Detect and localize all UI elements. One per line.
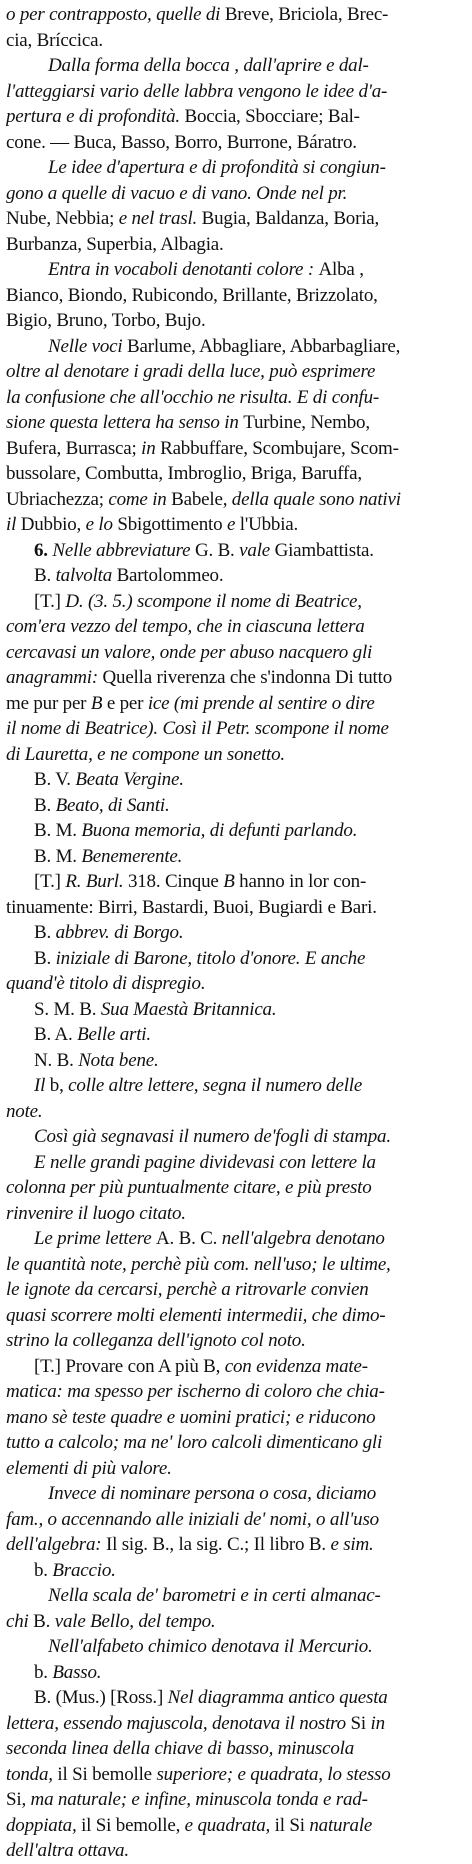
text-segment: seconda linea della chiave di basso, minuscola (6, 1738, 355, 1759)
text-line (6, 461, 462, 487)
text-segment: Benemerente. (81, 845, 183, 867)
text-segment: oltre al denotare i gradi della luce, può esprimere (6, 361, 376, 382)
text-segment: pertura e di profondità. (6, 106, 185, 127)
text-line (6, 385, 462, 411)
text-line (6, 232, 462, 258)
text-line (6, 1456, 462, 1482)
text-segment: B. (Mus.) [Ross.] (34, 1687, 168, 1708)
text-line (6, 1558, 462, 1584)
text-segment: B. (34, 565, 56, 586)
text-line (6, 1813, 462, 1839)
text-line (6, 818, 462, 844)
text-segment: talvolta (55, 565, 117, 586)
text-segment: Bufera, Burrasca; (6, 437, 142, 459)
text-segment: 318. Cinque (127, 871, 224, 892)
text-segment: Dalla forma della bocca , dall'aprire e dal- (48, 55, 369, 76)
text-segment: Entra in vocaboli denotanti colore : (48, 259, 319, 280)
text-segment: rinvenire il luogo citato. (6, 1202, 186, 1224)
text-line (6, 410, 462, 436)
text-segment: B (223, 871, 240, 892)
text-line (6, 206, 462, 232)
text-segment: cercavasi un valore, onde per abuso nacquero gli (6, 641, 373, 663)
text-segment: gono a quelle di vacuo e di vano. Onde nel pr. (6, 182, 348, 204)
text-segment: cia, Bríccica. (6, 29, 103, 51)
text-segment: E nelle grandi pagine dividevasi con lettere la (34, 1151, 376, 1173)
text-segment: ma naturale; e infine, minuscola tonda e rad- (30, 1789, 368, 1810)
text-segment: B. (34, 794, 56, 816)
text-segment: B. (34, 947, 56, 969)
text-segment: N. B. (34, 1049, 79, 1071)
text-segment: il (6, 514, 21, 535)
text-segment: Burbanza, Superbia, Albagia. (6, 233, 224, 255)
text-segment: Beata Vergine. (75, 769, 184, 790)
text-segment: Babele, (171, 488, 232, 510)
text-line (6, 1048, 462, 1074)
text-line (6, 181, 462, 207)
text-segment: Beato, di Santi. (55, 794, 170, 816)
text-line (6, 53, 462, 79)
text-segment: Bugia, Baldanza, Boria, (201, 208, 380, 229)
text-segment: cone. — Buca, Basso, Borro, Burrone, Báratro. (6, 131, 357, 153)
text-line (6, 1634, 462, 1660)
text-line (6, 1354, 462, 1380)
text-segment: sione questa lettera ha senso in (6, 412, 244, 433)
text-segment: Dubbio, (20, 514, 86, 535)
text-line (6, 1379, 462, 1405)
text-line (6, 28, 462, 54)
text-segment: b. (34, 1661, 53, 1683)
text-segment: bussolare, Combutta, Imbroglio, Briga, Baruffa, (6, 463, 362, 484)
text-segment: B. (34, 922, 56, 943)
text-segment: Alba , (318, 259, 364, 280)
text-line (6, 1099, 462, 1125)
text-segment: dell'altra ottava. (6, 1840, 129, 1861)
text-segment: vale Bello, del tempo. (54, 1610, 216, 1632)
text-line (6, 844, 462, 870)
text-line (6, 742, 462, 768)
text-segment: il nome di Beatrice). Così il Petr. scompone il nome (6, 718, 389, 739)
text-segment: Le idee d'apertura e di profondità si congiun- (48, 157, 386, 178)
text-segment: Nel diagramma antico questa (167, 1687, 388, 1708)
text-segment: Le prime lettere (34, 1228, 157, 1249)
text-segment: strino la colleganza dell'ignoto col noto. (6, 1330, 306, 1351)
text-segment: anagrammi: (6, 667, 103, 688)
text-segment: Buona memoria, di defunti parlando. (81, 820, 358, 841)
text-segment: Nelle voci (48, 335, 128, 357)
text-segment: Così già segnavasi il numero de'fogli di stampa. (34, 1126, 391, 1147)
text-line (6, 997, 462, 1023)
text-segment: B (90, 692, 107, 714)
text-line (6, 1150, 462, 1176)
text-line (6, 1838, 462, 1864)
text-segment: Si (350, 1712, 371, 1734)
text-line (6, 1660, 462, 1686)
text-line (6, 640, 462, 666)
text-segment: dell'algebra: (6, 1534, 106, 1555)
text-segment: D. (3. 5.) scompone il nome di Beatrice, (65, 590, 362, 612)
text-line (6, 665, 462, 691)
text-line (6, 589, 462, 615)
text-segment: Il (34, 1075, 50, 1096)
text-segment: com'era vezzo del tempo, che in ciascuna lettera (6, 616, 365, 637)
text-segment: con evidenza mate- (224, 1355, 368, 1377)
text-line (6, 1711, 462, 1737)
text-segment: G. B. (194, 539, 240, 561)
text-segment: e lo (85, 514, 118, 535)
text-line (6, 716, 462, 742)
text-segment: B. (33, 1610, 55, 1632)
text-segment: 6. (34, 539, 53, 561)
text-segment: mano sè teste quadre e uomini pratici; e riducono (6, 1406, 376, 1428)
text-segment: iniziale di Barone, titolo d'onore. E anche (55, 947, 366, 969)
text-segment: l'Ubbia. (239, 514, 299, 535)
text-segment: Quella riverenza che s'indonna Di tutto (102, 667, 392, 688)
text-segment: doppiata, (6, 1814, 82, 1836)
text-segment: Nelle abbreviature (52, 539, 195, 561)
text-segment: chi (6, 1610, 34, 1632)
text-segment: abbrev. di Borgo. (55, 922, 184, 943)
text-line (6, 308, 462, 334)
text-segment: Giambattista. (274, 539, 374, 561)
text-segment: Braccio. (52, 1559, 116, 1581)
text-line (6, 2, 462, 28)
text-line (6, 1430, 462, 1456)
text-line (6, 1303, 462, 1329)
text-line (6, 1685, 462, 1711)
text-line (6, 1583, 462, 1609)
text-line (6, 1762, 462, 1788)
text-segment: Barlume, Abbagliare, Abbarbagliare, (127, 335, 401, 357)
text-line (6, 436, 462, 462)
text-line (6, 79, 462, 105)
text-line (6, 104, 462, 130)
text-line (6, 1277, 462, 1303)
text-segment: Nella scala de' barometri e in certi almanac- (48, 1585, 381, 1606)
text-segment: della quale sono nativi (231, 488, 401, 510)
text-line (6, 1124, 462, 1150)
text-segment: il Si bemolle (57, 1763, 157, 1785)
text-segment: Boccia, Sbocciare; Bal- (184, 106, 360, 127)
text-line (6, 614, 462, 640)
text-line (6, 1787, 462, 1813)
text-segment: e nel trasl. (118, 208, 202, 229)
text-line (6, 691, 462, 717)
text-line (6, 1507, 462, 1533)
text-line (6, 359, 462, 385)
text-segment: [T.] (34, 590, 66, 612)
text-segment: l'atteggiarsi vario delle labbra vengono le idee d'a- (6, 80, 388, 102)
text-segment: Rabbuffare, Scombujare, Scom- (160, 437, 399, 459)
text-segment: in (370, 1712, 385, 1734)
text-segment: B. A. (34, 1024, 78, 1045)
text-segment: superiore; e quadrata, lo stesso (156, 1763, 391, 1785)
text-segment: e per (106, 692, 148, 714)
text-segment: come in (108, 488, 172, 510)
text-segment: e (226, 514, 240, 535)
text-line (6, 1175, 462, 1201)
text-line (6, 971, 462, 997)
text-line (6, 334, 462, 360)
text-segment: tutto a calcolo; ma ne' loro calcoli dimenticano gli (6, 1432, 383, 1453)
text-segment: Sua Maestà Britannica. (100, 998, 277, 1020)
text-line (6, 869, 462, 895)
text-segment: Il sig. B., la sig. C.; Il libro B. (105, 1534, 331, 1555)
text-line (6, 563, 462, 589)
text-line (6, 1328, 462, 1354)
text-line (6, 130, 462, 156)
text-segment: Basso. (52, 1661, 102, 1683)
text-segment: Breve, Briciola, Brec- (224, 4, 389, 25)
text-line (6, 155, 462, 181)
text-line (6, 767, 462, 793)
text-segment: A. B. C. (156, 1228, 222, 1249)
text-segment: fam., o accennando alle iniziali de' nomi, o all'uso (6, 1508, 379, 1530)
text-line (6, 946, 462, 972)
text-segment: tonda, (6, 1763, 58, 1785)
text-segment: elementi di più valore. (6, 1457, 172, 1479)
text-line (6, 1481, 462, 1507)
text-line (6, 283, 462, 309)
text-line (6, 1252, 462, 1278)
text-segment: Bartolommeo. (116, 565, 224, 586)
text-line (6, 1405, 462, 1431)
text-segment: b, (49, 1075, 69, 1096)
text-segment: colonna per più puntualmente citare, e più presto (6, 1177, 372, 1198)
text-segment: Nube, Nebbia; (6, 208, 119, 229)
text-segment: naturale (309, 1814, 373, 1836)
text-segment: Invece di nominare persona o cosa, diciamo (48, 1483, 377, 1504)
text-segment: B. M. (34, 845, 82, 867)
text-segment: S. M. B. (34, 998, 101, 1020)
text-segment: Bianco, Biondo, Rubicondo, Brillante, Brizzolato, (6, 284, 378, 306)
text-segment: [T.] (34, 871, 66, 892)
text-segment: tinuamente: Birri, Bastardi, Buoi, Bugiardi e Bari. (6, 896, 377, 918)
text-segment: di Lauretta, e ne compone un sonetto. (6, 743, 285, 765)
text-line (6, 538, 462, 564)
text-segment: [T.] Provare con A più B, (34, 1355, 225, 1377)
text-segment: ice (mi prende al sentire o dire (147, 692, 375, 714)
text-line (6, 1201, 462, 1227)
text-segment: lettera, essendo majuscola, denotava il nostro (6, 1712, 351, 1734)
text-segment: B. V. (34, 769, 76, 790)
text-segment: Sbigottimento (117, 514, 227, 535)
text-segment: Bigio, Bruno, Torbo, Bujo. (6, 310, 206, 331)
text-segment: nell'algebra denotano (221, 1228, 385, 1249)
text-segment: matica: ma spesso per ischerno di coloro che chia- (6, 1381, 385, 1402)
text-segment: la confusione che all'occhio ne risulta. E di confu- (6, 386, 380, 408)
text-line (6, 1022, 462, 1048)
text-segment: o per contrapposto, quelle di (6, 4, 225, 25)
text-segment: hanno in lor con- (239, 871, 367, 892)
text-line (6, 1532, 462, 1558)
text-line (6, 512, 462, 538)
text-line (6, 487, 462, 513)
text-segment: Nell'alfabeto chimico denotava il Mercurio. (48, 1636, 373, 1657)
text-line (6, 920, 462, 946)
text-segment: quasi scorrere molti elementi intermedii, che dimo- (6, 1304, 386, 1326)
text-line (6, 895, 462, 921)
text-segment: B. M. (34, 820, 82, 841)
text-segment: Si, (6, 1789, 31, 1810)
text-segment: le quantità note, perchè più com. nell'uso; le ultime, (6, 1253, 391, 1275)
text-line (6, 1073, 462, 1099)
text-segment: note. (6, 1100, 43, 1122)
text-segment: Turbine, Nembo, (243, 412, 370, 433)
text-line (6, 1609, 462, 1635)
text-segment: il Si (274, 1814, 310, 1836)
text-segment: Nota bene. (78, 1049, 159, 1071)
text-segment: colle altre lettere, segna il numero delle (68, 1075, 363, 1096)
text-line (6, 1226, 462, 1252)
text-segment: vale (239, 539, 275, 561)
text-segment: me pur per (6, 692, 91, 714)
text-segment: le ignote da cercarsi, perchè a ritrovarle convien (6, 1279, 369, 1300)
text-line (6, 1736, 462, 1762)
text-segment: e quadrata, (184, 1814, 275, 1836)
text-line (6, 793, 462, 819)
text-line (6, 257, 462, 283)
text-segment: quand'è titolo di dispregio. (6, 973, 206, 994)
text-segment: e sim. (330, 1534, 374, 1555)
text-segment: in (141, 437, 161, 459)
text-segment: Ubriachezza; (6, 488, 109, 510)
text-segment: b. (34, 1559, 53, 1581)
text-segment: il Si bemolle, (81, 1814, 185, 1836)
text-segment: R. Burl. (65, 871, 128, 892)
text-segment: Belle arti. (77, 1024, 151, 1045)
